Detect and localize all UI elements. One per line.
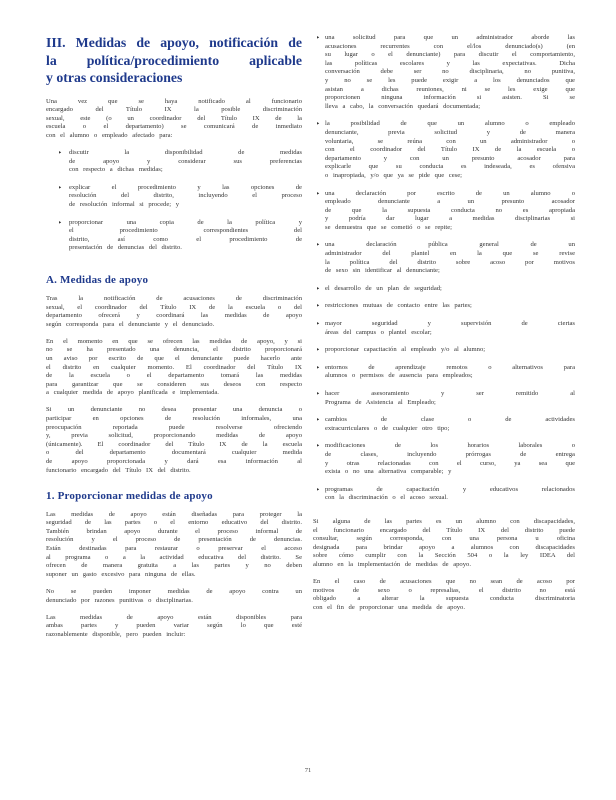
list-item (313, 346, 575, 355)
list-item-line: áreas del campus o plantel escolar; (325, 328, 432, 336)
list-item-line: el desarrollo de un plan de seguridad; (325, 284, 442, 292)
list-item-line: denunciante, previa solicitud y de manera (325, 128, 575, 136)
list-item (313, 442, 575, 476)
bullet-icon: ‣ (58, 218, 62, 227)
list-item (313, 364, 575, 381)
text-line: En el momento en que se ofrecen las medidas de apoyo, y si (46, 337, 302, 345)
text-line: o del departamento documentará cualquier medida (46, 449, 302, 457)
non-harassment-paragraph (313, 578, 575, 612)
list-item-line: de apoyo y considerar sus preferencias (69, 157, 302, 165)
bullet-icon: ‣ (316, 442, 320, 451)
list-item-line: explicar el procedimiento y las opciones de (69, 183, 302, 191)
list-item-line: asistan a dichas reuniones, ni se les exige que (325, 85, 575, 93)
text-line: según corresponda para el denunciante y el denunciado. (46, 320, 215, 328)
bullet-icon: ‣ (58, 183, 62, 192)
list-item-line: empleado denunciante a un presunto acosador (325, 198, 575, 206)
text-line: departamento ofrecerá y coordinará las medidas de apoyo (46, 312, 302, 320)
text-line: alumno en la implementación de medidas de apoyo. (313, 560, 471, 568)
bullet-icon: ‣ (316, 320, 320, 329)
list-item-line: cambios de clase o de actividades (325, 416, 575, 424)
list-item (313, 302, 575, 311)
list-item-line: departamento y con un presunto acosador para (325, 154, 575, 162)
text-line: motivos de sexo o represalias, el distrito no está (313, 586, 575, 594)
text-line: de apoyo proporcionada y dará esa información al (46, 458, 302, 465)
bullet-icon: ‣ (316, 485, 320, 494)
bullet-icon: ‣ (316, 241, 320, 250)
text-line: Las medidas de apoyo están diseñadas para proteger la (46, 510, 302, 518)
list-item-line: mayor seguridad y supervisión de ciertas (325, 320, 575, 328)
disability-paragraph (313, 518, 575, 570)
text-line: razonablemente disponible, pero pueden incluir: (46, 630, 186, 638)
section-1-paragraph-3 (46, 614, 302, 640)
list-item-line: acusaciones recurrentes con el/los denunciado(s) (en (325, 42, 575, 50)
text-line: denunciado por razones punitivas o disciplinarias. (46, 596, 193, 604)
list-item-line: explicarle que su conducta es indeseada, es ofensiva (325, 163, 575, 171)
text-line: Si alguna de las partes es un alumno con discapacidades, (313, 517, 575, 525)
list-item-line: voluntaria, se reúna con un administrador o (325, 137, 575, 145)
text-line: de la escuela o el departamento tomará las medidas (46, 372, 302, 380)
list-item-line: el procedimiento correspondientes del (69, 227, 302, 235)
text-line: Las medidas de apoyo están disponibles para (46, 613, 302, 621)
list-item-line: hacer asesoramiento y ser remitido al (325, 390, 575, 397)
section-1-paragraph-1 (46, 511, 302, 580)
section-a-paragraph-1 (46, 295, 302, 329)
bullet-icon: ‣ (316, 416, 320, 425)
list-item-line: proporcionar una copia de la política y (69, 218, 302, 226)
list-item-line: presentación de denuncias del distrito. (69, 244, 182, 252)
title-line-2: la política/procedimiento aplicable (46, 52, 302, 68)
text-line: designada para brindar apoyo a alumnos con discapacidades (313, 543, 575, 551)
bullet-icon: ‣ (316, 302, 320, 311)
list-item (313, 320, 575, 337)
list-item-line: entornos de aprendizaje remotos o alternativos para (325, 363, 575, 371)
text-line: Una vez que se haya notificado al funcionario (46, 97, 302, 105)
list-item-line: con el coordinador del Título IX de la escuela o (325, 146, 575, 154)
text-line: obligado a alterar la supuesta conducta discriminatoria (313, 595, 575, 603)
list-item-line: distrito, así como el procedimiento de (69, 235, 302, 243)
title-line-1: III. Medidas de apoyo, notificación de (46, 35, 302, 50)
list-item-line: proporcionen ninguna información si asisten. Si se (325, 94, 575, 102)
section-1-title: 1. Proporcionar medidas de apoyo (46, 489, 213, 502)
right-column (313, 34, 575, 621)
list-item (46, 184, 302, 210)
list-item (313, 190, 575, 233)
section-a-paragraph-3 (46, 406, 302, 475)
list-item (313, 390, 575, 407)
list-item-line: exista o no una alternativa comparable; y (325, 468, 452, 476)
list-item-line: restricciones mutuas de contacto entre las partes; (325, 302, 472, 310)
text-line: para garantizar que se consideren sus deseos con respecto (46, 380, 302, 388)
text-line: seguridad de las partes o el entorno educativo del distrito. (46, 519, 302, 527)
list-item (46, 149, 302, 175)
list-item-line: la posibilidad de que un alumno o empleado (325, 120, 575, 128)
list-item-line: con la discriminación o el acoso sexual. (325, 494, 448, 502)
list-item-line: modificaciones de los horarios laborales o (325, 442, 575, 450)
page-number: 71 (304, 767, 312, 774)
list-item-line: Programa de Asistencia al Empleado; (325, 398, 436, 406)
bullet-icon: ‣ (316, 363, 320, 372)
list-item-line: se demuestra que se cometió o se repite; (325, 223, 453, 231)
text-line: consultar, según corresponda, con una persona u oficina (313, 535, 575, 543)
text-line: Si un denunciante no desea presentar una denuncia o (46, 406, 302, 414)
text-line: a cualquier medida de apoyo planificada e implementada. (46, 389, 219, 397)
list-item (313, 285, 575, 294)
text-line: ambas partes y pueden variar según lo que esté (46, 622, 302, 630)
title-line-3: y otras consideraciones (46, 70, 183, 85)
list-item-line: alumnos o permisos de ausencia para empleados; (325, 372, 473, 380)
list-item (313, 241, 575, 275)
text-line: no se ha presentado una denuncia, el distrito proporcionará (46, 346, 302, 354)
list-item-line: las políticas escolares y las expectativas. Dicha (325, 59, 575, 67)
text-line: preocupación reportada puede resolverse ofreciendo (46, 423, 302, 431)
text-line: sexual, el coordinador del Título IX de la escuela o del (46, 303, 302, 311)
intro-bullet-list (46, 149, 302, 253)
text-line: y, previa solicitud, proporcionando medidas de apoyo (46, 432, 302, 440)
text-line: Tras la notificación de acusaciones de discriminación (46, 294, 302, 302)
text-line: resolución y el proceso de presentación de denuncias. (46, 536, 302, 544)
list-item-line: y podría dar lugar a medidas disciplinarias si (325, 215, 575, 223)
list-item-line: o inapropiada, y/o que ya se pide que cese; (325, 171, 462, 179)
list-item-line: proporcionar capacitación al empleado y/o al alumno; (325, 346, 486, 354)
text-line: funcionario encargado del Título IX del distrito. (46, 466, 191, 474)
list-item-line: una declaración pública general de un (325, 241, 575, 249)
list-item-line: la política del distrito sobre acoso por motivos (325, 258, 575, 266)
text-line: participar en opciones de resolución informales, una (46, 415, 302, 423)
list-item-line: extracurriculares o de cualquier otro tipo; (325, 424, 450, 432)
bullet-icon: ‣ (316, 34, 320, 42)
bullet-icon: ‣ (316, 284, 320, 293)
text-line: Están destinadas para restaurar o preservar el acceso (46, 545, 302, 553)
text-line: sexual, este (o un coordinador del Título IX de la (46, 114, 302, 122)
section-a-paragraph-2 (46, 338, 302, 398)
list-item-line: de que la supuesta conducta no es apropiada (325, 206, 575, 214)
list-item (313, 416, 575, 433)
section-1-paragraph-2 (46, 588, 302, 605)
list-item-line: y no se les puede exigir a los denunciados que (325, 76, 575, 84)
text-line: No se pueden imponer medidas de apoyo contra un (46, 587, 302, 595)
bullet-icon: ‣ (316, 189, 320, 198)
bullet-icon: ‣ (316, 120, 320, 129)
text-line: encargado del Título IX la posible discriminación (46, 106, 302, 114)
list-item-line: su lugar o el denunciante) para discutir el comportamiento, (325, 51, 575, 59)
bullet-icon: ‣ (316, 390, 320, 398)
list-item (46, 219, 302, 253)
list-item-line: de clases, incluyendo prórrogas de entrega (325, 450, 575, 458)
support-measures-list-bottom (313, 285, 575, 503)
text-line: un aviso por escrito de que el denunciante puede hacerlo ante (46, 354, 302, 362)
list-item-line: programas de capacitación y educativos relacionados (325, 485, 575, 493)
intro-paragraph (46, 98, 302, 141)
list-item-line: una solicitud para que un administrador aborde las (325, 34, 575, 41)
list-item-line: administrador del plantel en la que se revise (325, 250, 575, 258)
list-item-line: con respecto a dichas medidas; (69, 166, 163, 174)
text-line: sobre cómo cumplir con la Sección 504 o la ley IDEA del (313, 552, 575, 560)
text-line: escuela o el departamento) se comunicará de inmediato (46, 123, 302, 131)
support-measures-list-top (313, 34, 575, 276)
list-item (313, 34, 575, 111)
bullet-icon: ‣ (316, 346, 320, 355)
text-line: el funcionario encargado del Título IX del distrito puede (313, 526, 575, 534)
list-item (313, 120, 575, 180)
text-line: También brindan apoyo durante el proceso informal de (46, 527, 302, 535)
list-item-line: de resolución informal si procede; y (69, 200, 180, 208)
bullet-icon: ‣ (58, 148, 62, 157)
list-item-line: una declaración por escrito de un alumno o (325, 189, 575, 197)
text-line: suponer un gasto excesivo para ninguna de ellas. (46, 570, 196, 578)
list-item-line: conversación debe ser no disciplinaria, no punitiva, (325, 68, 575, 76)
text-line: (únicamente). El coordinador del Título IX de la escuela (46, 440, 302, 448)
list-item-line: discutir la disponibilidad de medidas (69, 148, 302, 156)
list-item (313, 486, 575, 503)
list-item-line: lleva a cabo, la conversación quedará documentada; (325, 102, 481, 110)
section-a-title: A. Medidas de apoyo (46, 273, 149, 286)
text-line: ofrecen de manera gratuita a las partes y no deben (46, 562, 302, 570)
list-item-line: y otras relacionadas con el curso, ya sea que (325, 459, 575, 467)
left-column (46, 34, 302, 648)
list-item-line: de sexo sin identificar al denunciante; (325, 267, 440, 275)
section-iii-title (46, 34, 302, 87)
list-item-line: resolución del distrito, incluyendo el proceso (69, 192, 302, 200)
text-line: En el caso de acusaciones que no sean de acoso por (313, 578, 575, 585)
text-line: al programa o a la actividad educativa del distrito. Se (46, 553, 302, 561)
text-line: con el alumno o empleado afectado para: (46, 131, 173, 139)
text-line: el distrito en cualquier momento. El coordinador del Título IX (46, 363, 302, 371)
text-line: con el fin de proporcionar una medida de apoyo. (313, 603, 465, 611)
